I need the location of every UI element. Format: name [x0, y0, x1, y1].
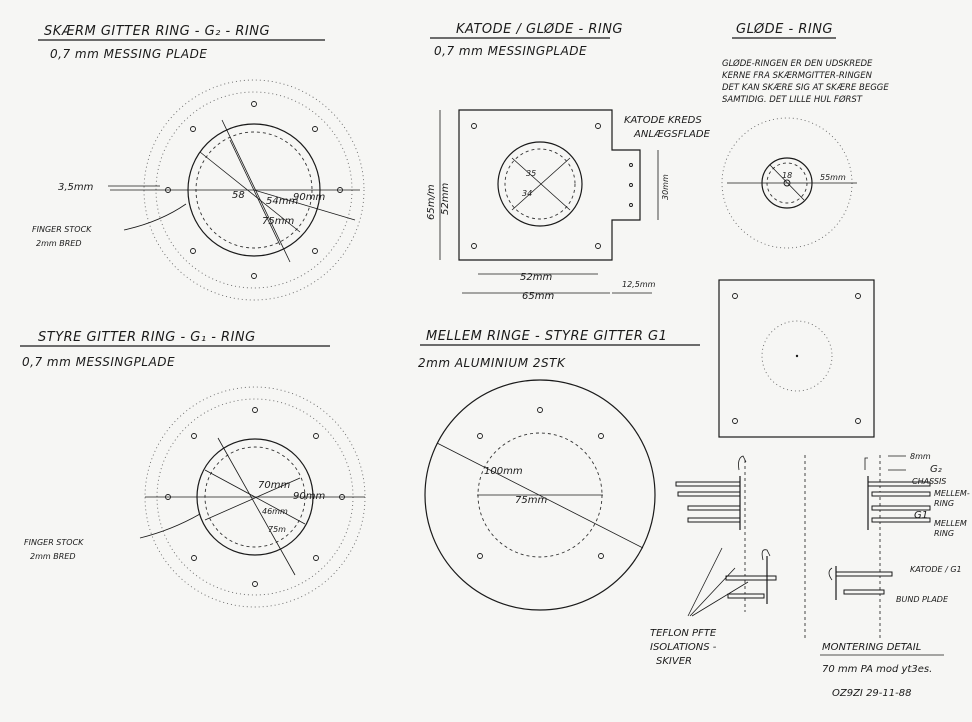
label-anlaegsflade: ANLÆGSFLADE — [634, 129, 710, 140]
label-mellemring-b: RING — [934, 499, 955, 508]
label-katode-g1: KATODE / G1 — [910, 565, 962, 574]
katode-plate — [426, 110, 711, 302]
glode-ring — [722, 118, 857, 248]
glode-plate — [719, 280, 874, 437]
dim-70: 70mm — [258, 480, 291, 491]
dim-30: 30mm — [661, 174, 670, 200]
glode-note-line-2: KERNE FRA SKÆRMGITTER-RINGEN — [722, 71, 872, 81]
label-teflon-1: TEFLON PFTE — [650, 628, 717, 639]
dim-54: 54mm — [266, 196, 299, 207]
dim-75a: 75mm — [262, 216, 295, 227]
finger-stock-2-a: FINGER STOCK — [24, 538, 84, 547]
dim-52b: 52mm — [520, 272, 553, 283]
dim-75c: 75mm — [515, 495, 548, 506]
title-skaerm-gitter — [38, 24, 325, 40]
glode-note-line-1: GLØDE-RINGEN ER DEN UDSKREDE — [722, 59, 873, 69]
label-g2: G₂ — [930, 464, 942, 475]
title-glode-text: GLØDE - RING — [736, 22, 833, 37]
assembly-detail — [650, 452, 970, 699]
dim-90b: 90mm — [293, 491, 326, 502]
finger-stock-2-b: 2mm BRED — [30, 552, 76, 561]
dim-35k: 35 — [526, 169, 537, 178]
subtitle-styre: 0,7 mm MESSINGPLADE — [22, 355, 176, 369]
dim-8: 8mm — [910, 452, 931, 461]
title-glode — [732, 22, 836, 38]
title-katode-text: KATODE / GLØDE - RING — [456, 22, 624, 37]
label-mellem-b: RING — [934, 529, 955, 538]
label-bund-plade: BUND PLADE — [896, 595, 948, 604]
title-skaerm-gitter-text: SKÆRM GITTER RING - G₂ - RING — [44, 24, 271, 39]
label-g1: G1 — [914, 510, 929, 521]
subtitle-mellem: 2mm ALUMINIUM 2STK — [418, 356, 566, 370]
label-chassis: CHASSIS — [912, 477, 947, 486]
dim-58: 58 — [232, 190, 245, 201]
title-mellem-ringe — [420, 329, 700, 345]
title-katode — [430, 22, 623, 38]
dim-55: 55mm — [820, 173, 846, 182]
mellem-ringe — [425, 380, 655, 610]
dim-34k: 34 — [522, 189, 533, 198]
dim-12-5: 12,5mm — [622, 280, 656, 289]
dim-18: 18 — [782, 171, 793, 180]
glode-note — [722, 58, 889, 105]
finger-stock-1-a: FINGER STOCK — [32, 225, 92, 234]
dim-3-5: 3,5mm — [58, 182, 94, 193]
dim-46: 46mm — [262, 507, 288, 516]
subtitle-katode: 0,7 mm MESSINGPLADE — [434, 44, 588, 58]
label-mellemring-a: MELLEM- — [934, 489, 970, 498]
drawing-code: OZ9ZI 29-11-88 — [832, 688, 912, 699]
label-katode-kreds: KATODE KREDS — [624, 115, 702, 126]
dim-90a: 90mm — [293, 192, 326, 203]
skaerm-gitter-ring — [32, 80, 364, 300]
label-montering-detail: MONTERING DETAIL — [822, 642, 922, 653]
dim-65ml: 65m/m — [426, 184, 437, 220]
label-teflon-3: SKIVER — [656, 656, 692, 667]
dim-65b: 65mm — [522, 291, 555, 302]
finger-stock-1-b: 2mm BRED — [36, 239, 82, 248]
label-mellem-a: MELLEM — [934, 519, 967, 528]
dim-100: 100mm — [484, 466, 523, 477]
glode-note-line-4: SAMTIDIG. DET LILLE HUL FØRST — [722, 95, 863, 105]
title-styre-gitter-text: STYRE GITTER RING - G₁ - RING — [38, 330, 256, 345]
label-note-70mm: 70 mm PA mod yt3es. — [822, 664, 933, 675]
label-teflon-2: ISOLATIONS - — [650, 642, 717, 653]
title-styre-gitter — [20, 330, 330, 346]
dim-52l: 52mm — [440, 182, 451, 215]
styre-gitter-ring — [24, 387, 365, 607]
glode-note-line-3: DET KAN SKÆRE SIG AT SKÆRE BEGGE — [722, 83, 889, 93]
dim-75b: 75m — [268, 525, 286, 534]
subtitle-skaerm: 0,7 mm MESSING PLADE — [50, 47, 208, 61]
title-mellem-ringe-text: MELLEM RINGE - STYRE GITTER G1 — [426, 329, 668, 344]
